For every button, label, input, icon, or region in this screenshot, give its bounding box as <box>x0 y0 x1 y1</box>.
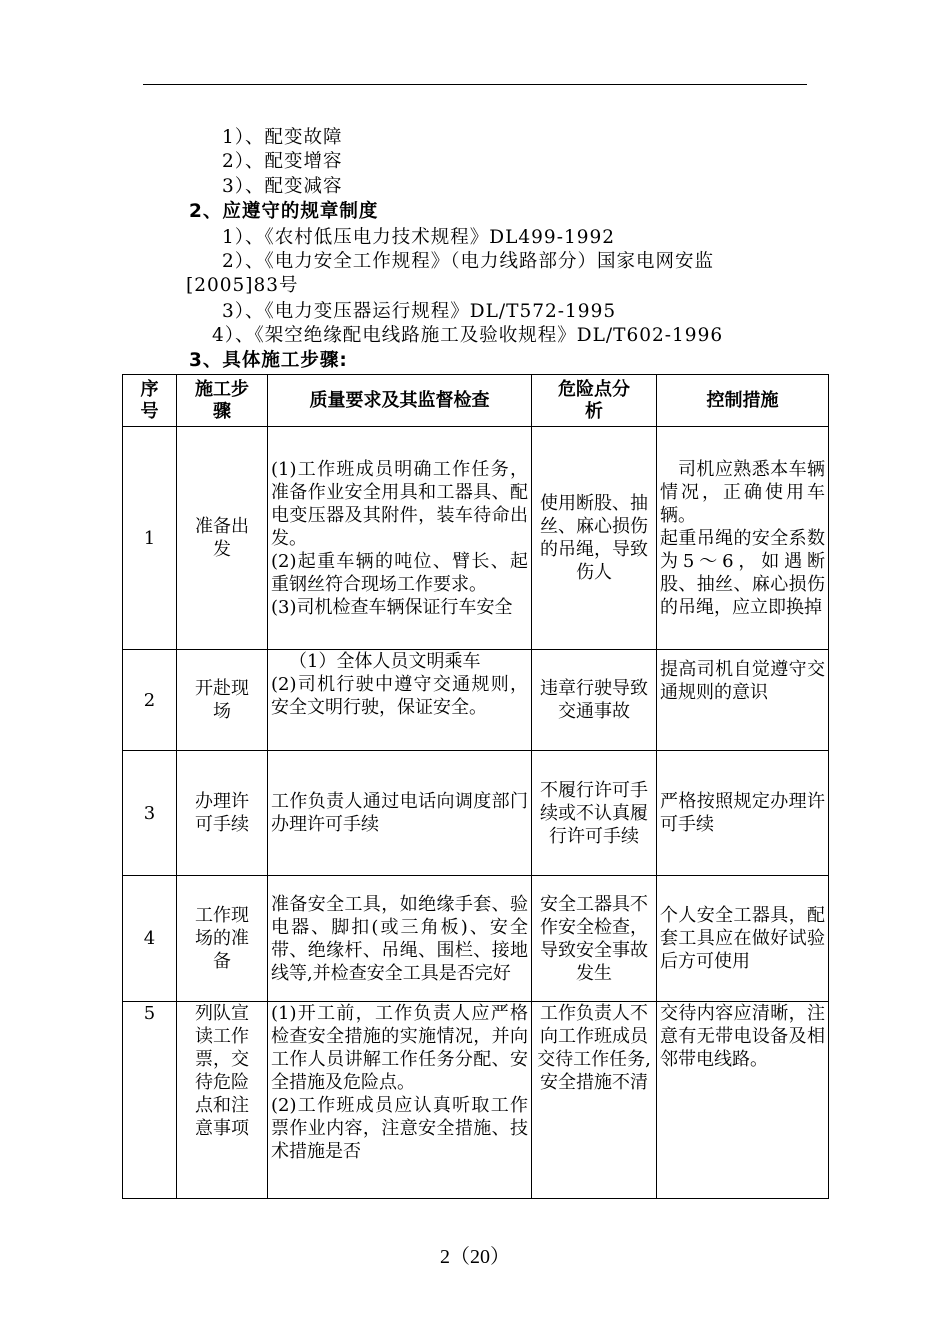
construction-steps-table <box>122 374 829 1199</box>
list-item-1: 1）、配变故障 <box>222 127 343 148</box>
table-row <box>123 1002 829 1199</box>
list-item-2: 2）、配变增容 <box>222 151 343 172</box>
section-3-heading: 3、具体施工步骤: <box>189 350 348 371</box>
row-control: 个人安全工器具，配套工具应在做好试验后方可使用 <box>657 876 829 1002</box>
row-quality: (1)工作班成员明确工作任务，准备作业安全用具和工器具、配电变压器及其附件，装车待命出发。 (2)起重车辆的吨位、臂长、起重钢丝符合现场工作要求。 (3)司机检查车辆保证行车安全 <box>268 427 532 650</box>
row-quality: 工作负责人通过电话向调度部门办理许可手续 <box>268 751 532 876</box>
row-quality: 准备安全工具，如绝缘手套、验电器、脚扣(或三角板)、安全带、绝缘杆、吊绳、围栏、接地线等,并检查安全工具是否完好 <box>268 876 532 1002</box>
list-item-3: 3）、配变减容 <box>222 176 343 197</box>
table-row <box>123 427 829 650</box>
row-no: 1 <box>123 427 177 650</box>
row-control: 交待内容应清晰，注意有无带电设备及相邻带电线路。 <box>657 1002 829 1199</box>
row-hazard: 安全工器具不作安全检查，导致安全事故发生 <box>532 876 657 1002</box>
row-control: 严格按照规定办理许可手续 <box>657 751 829 876</box>
row-no: 3 <box>123 751 177 876</box>
row-hazard: 工作负责人不向工作班成员交待工作任务,安全措施不清 <box>532 1002 657 1199</box>
row-step: 开赴现 场 <box>177 650 268 751</box>
row-hazard: 使用断股、抽丝、麻心损伤的吊绳，导致伤人 <box>532 427 657 650</box>
table-row <box>123 876 829 1002</box>
regulation-3: 3）、《电力变压器运行规程》DL/T572-1995 <box>222 301 617 322</box>
row-step: 准备出 发 <box>177 427 268 650</box>
row-no: 4 <box>123 876 177 1002</box>
row-step: 列队宣 读工作 票，交 待危险 点和注 意事项 <box>177 1002 268 1199</box>
regulation-1: 1）、《农村低压电力技术规程》DL499-1992 <box>222 227 616 248</box>
regulation-4: 4）、《架空绝缘配电线路施工及验收规程》DL/T602-1996 <box>212 325 724 346</box>
page-number: 2（20） <box>440 1246 510 1268</box>
table-header-row <box>123 375 829 427</box>
table-row <box>123 650 829 751</box>
row-no: 5 <box>123 1002 177 1199</box>
row-hazard: 违章行驶导致交通事故 <box>532 650 657 751</box>
row-control: 提高司机自觉遵守交通规则的意识 <box>657 650 829 751</box>
row-quality: （1）全体人员文明乘车 (2)司机行驶中遵守交通规则，安全文明行驶，保证安全。 <box>268 650 532 751</box>
header-control: 控制措施 <box>657 375 829 427</box>
header-step: 施工步 骤 <box>177 375 268 427</box>
header-quality: 质量要求及其监督检查 <box>268 375 532 427</box>
header-no: 序 号 <box>123 375 177 427</box>
row-step: 办理许 可手续 <box>177 751 268 876</box>
row-quality: (1)开工前，工作负责人应严格检查安全措施的实施情况，并向工作人员讲解工作任务分配、安全措施及危险点。 (2)工作班成员应认真听取工作票作业内容，注意安全措施、技术措施是否 <box>268 1002 532 1199</box>
row-step: 工作现 场的准 备 <box>177 876 268 1002</box>
row-no: 2 <box>123 650 177 751</box>
regulation-2: 2）、《电力安全工作规程》（电力线路部分）国家电网安监 <box>222 251 715 272</box>
regulation-2-cont: [2005]83号 <box>186 275 299 296</box>
row-control: 司机应熟悉本车辆情况，正确使用车辆。 起重吊绳的安全系数为5～6，如遇断股、抽丝、麻心损伤的吊绳，应立即换掉 <box>657 427 829 650</box>
section-2-heading: 2、应遵守的规章制度 <box>189 201 379 222</box>
header-hazard: 危险点分 析 <box>532 375 657 427</box>
header-rule <box>143 84 807 85</box>
row-hazard: 不履行许可手续或不认真履行许可手续 <box>532 751 657 876</box>
table-row <box>123 751 829 876</box>
